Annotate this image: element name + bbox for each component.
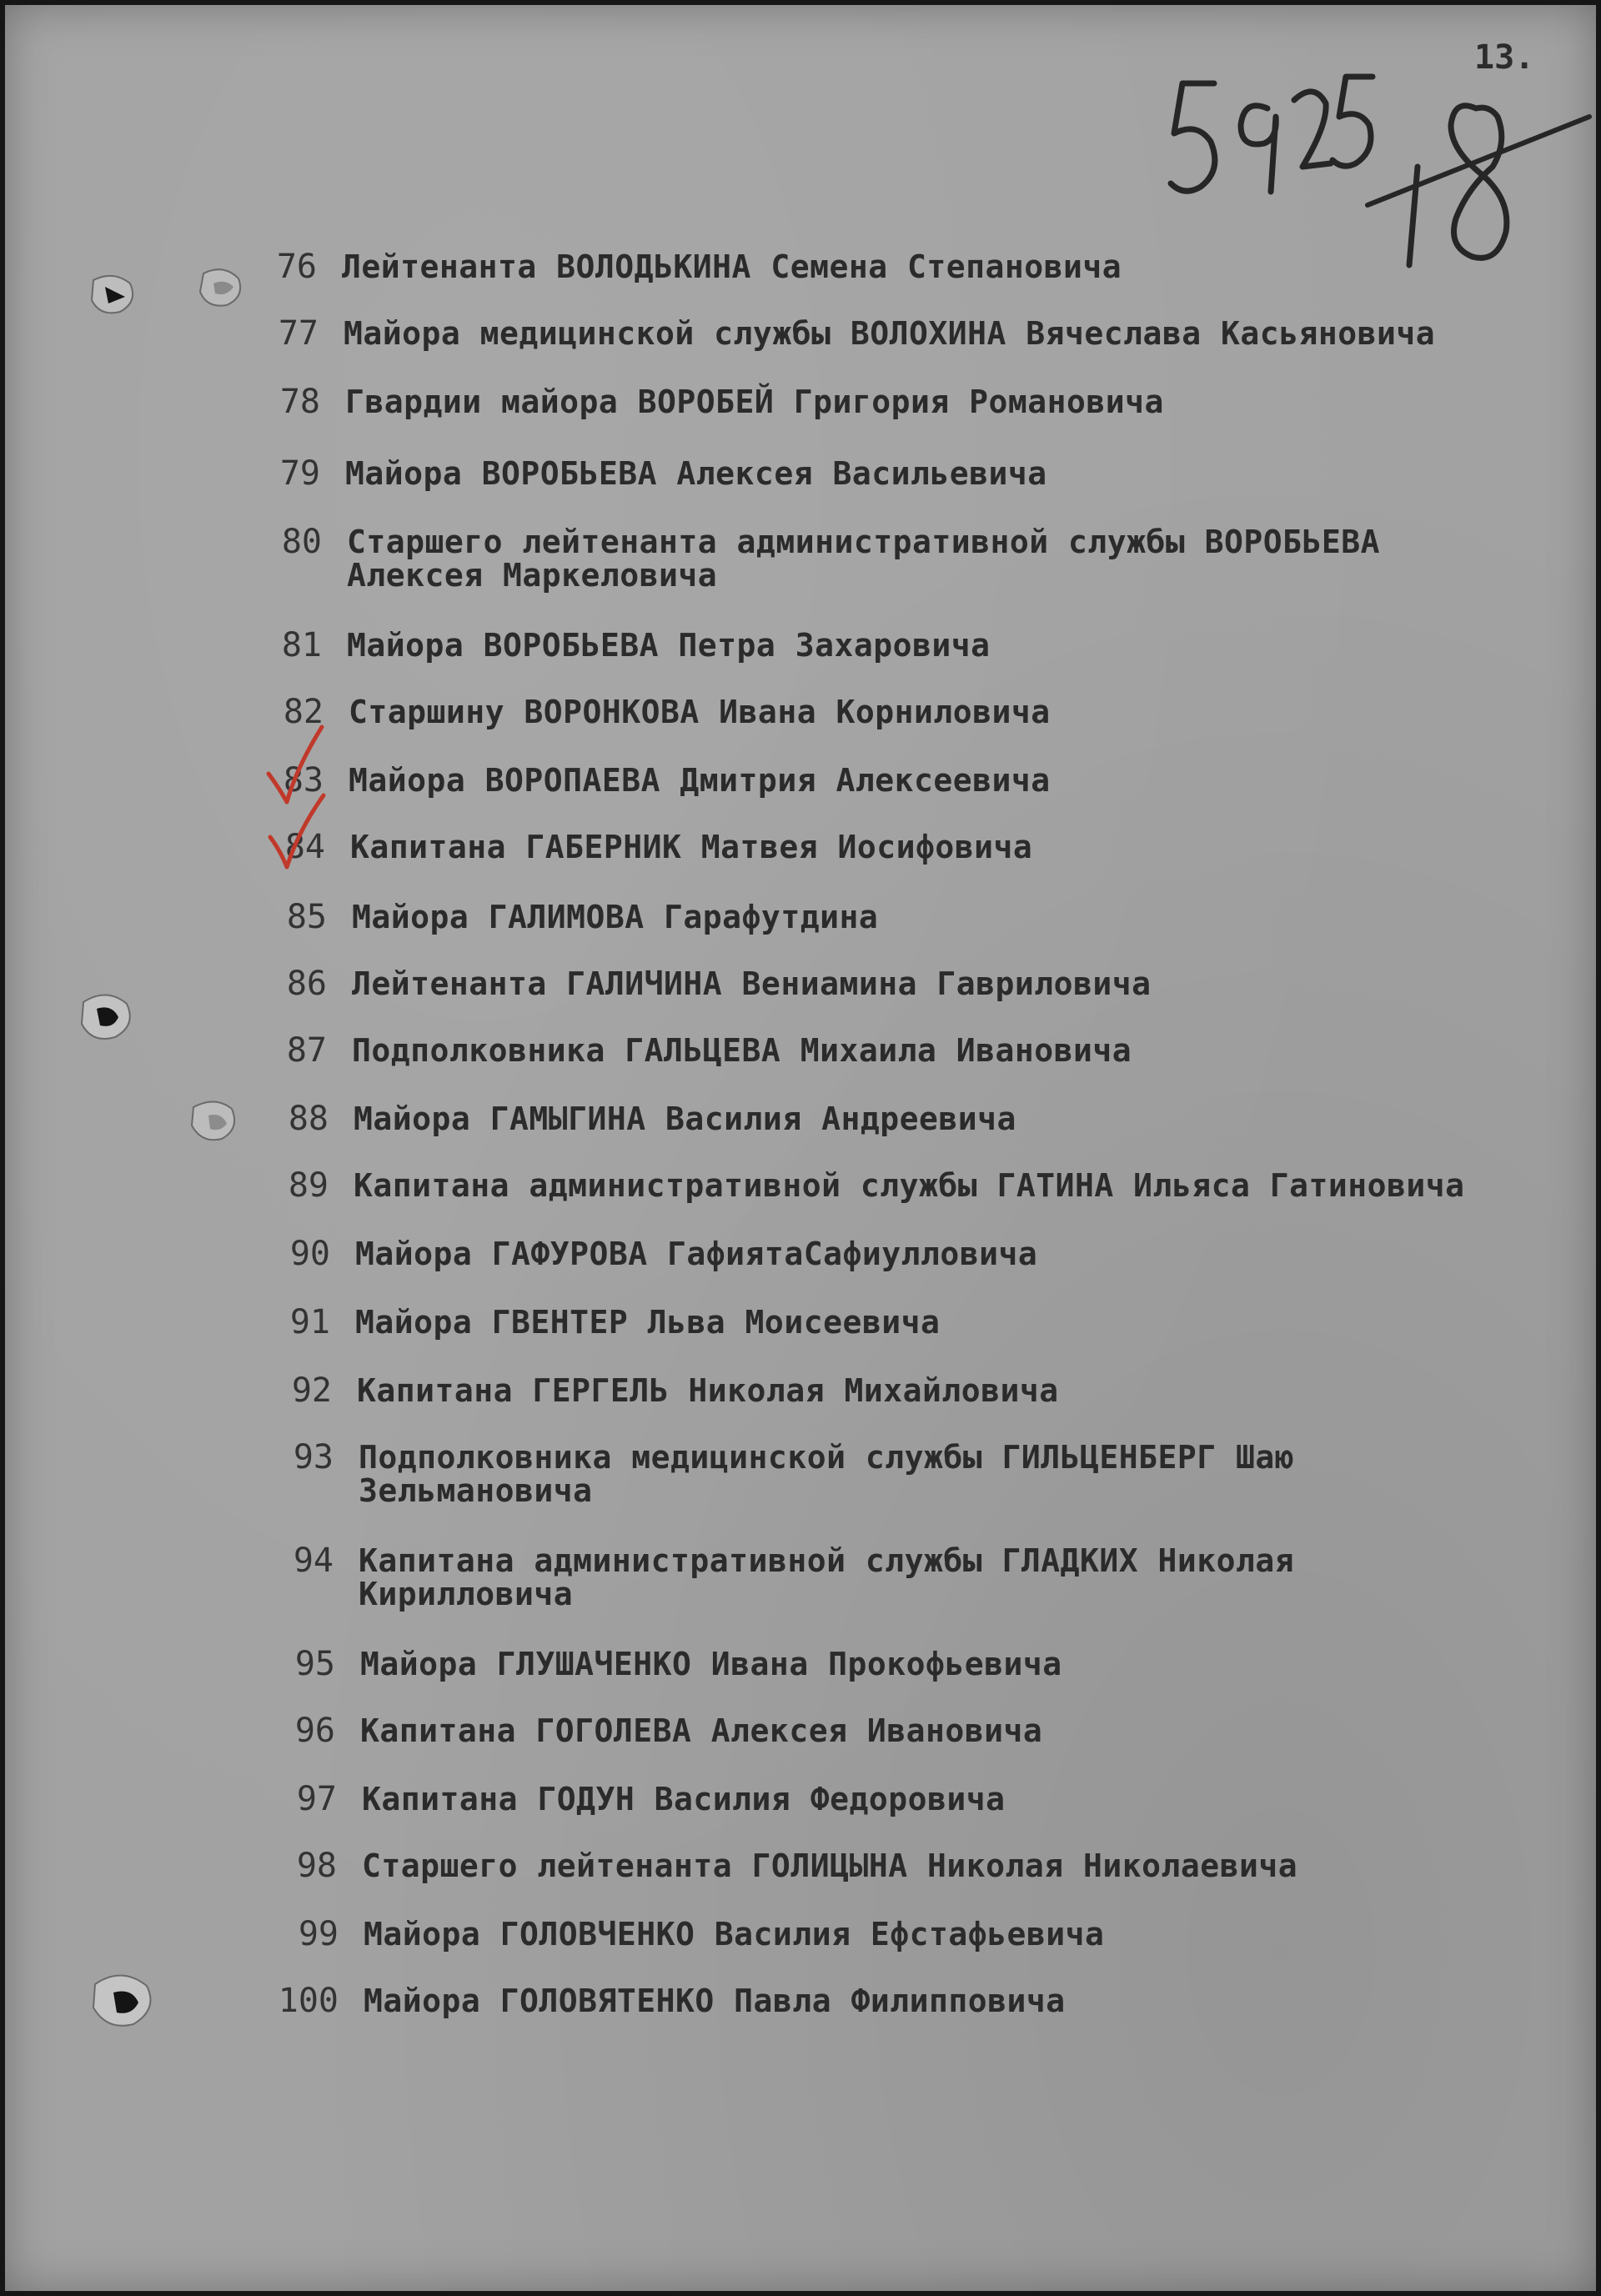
entry-line: Капитана ГОГОЛЕВА Алексея Ивановича [360, 1712, 1043, 1749]
entry-number: 85 [286, 898, 327, 936]
entry-text [349, 764, 1051, 797]
list-item [250, 248, 1122, 286]
entry-number: 89 [288, 1166, 329, 1205]
entry-number: 90 [289, 1235, 330, 1273]
entry-text [344, 317, 1435, 350]
entry-line: Майора медицинской службы ВОЛОХИНА Вячеслава Касьяновича [344, 315, 1436, 352]
list-item [262, 1100, 1016, 1138]
entry-text [352, 1034, 1132, 1067]
entry-text [362, 1782, 1005, 1816]
list-item [272, 1915, 1105, 1953]
list-item [260, 1031, 1132, 1070]
entry-number: 100 [278, 1982, 339, 2020]
list-item [257, 761, 1051, 800]
entry-line: Капитана административной службы ГАТИНА Ильяса Гатиновича [354, 1167, 1465, 1204]
entry-text [354, 1102, 1016, 1135]
entry-line: Капитана ГАБЕРНИК Матвея Иосифовича [350, 829, 1033, 865]
entry-number: 77 [278, 314, 319, 353]
entry-line: Лейтенанта ГАЛИЧИНА Вениамина Гавриловича [352, 965, 1152, 1002]
entry-text [354, 1169, 1465, 1202]
entry-line: Майора ВОРОБЬЕВА Петра Захаровича [347, 627, 991, 664]
entry-number: 78 [279, 383, 320, 421]
entry-line: Майора ГОЛОВЯТЕНКО Павла Филипповича [364, 1983, 1066, 2019]
entry-line: Алексея Маркеловича [347, 557, 718, 594]
list-item [272, 1984, 1066, 2018]
list-item [260, 965, 1152, 1003]
entry-line: Капитана ГЕРГЕЛЬ Николая Михайловича [357, 1372, 1059, 1409]
entry-line: Старшего лейтенанта ГОЛИЦЫНА Николая Николаевича [362, 1847, 1298, 1884]
entry-number: 97 [296, 1780, 337, 1818]
list-item [265, 1371, 1059, 1410]
list-item [270, 1847, 1298, 1885]
entry-number: 95 [294, 1645, 335, 1683]
entry-line: Кирилловича [359, 1576, 574, 1612]
list-item [257, 695, 1051, 729]
entry-number: 82 [283, 693, 324, 731]
entry-number: 98 [296, 1847, 337, 1885]
entry-line: Гвардии майора ВОРОБЕЙ Григория Романовича [345, 384, 1164, 420]
entry-number: 76 [276, 248, 317, 286]
list-item [267, 1544, 1294, 1611]
entry-text [355, 1306, 940, 1339]
entry-text [352, 900, 878, 934]
entry-text [345, 457, 1047, 490]
entry-number: 88 [288, 1100, 329, 1138]
entry-number: 83 [283, 761, 324, 800]
entry-text [349, 695, 1051, 729]
list-item [270, 1782, 1005, 1816]
entry-number: 92 [291, 1371, 332, 1410]
entry-line: Капитана административной службы ГЛАДКИХ Николая [359, 1542, 1295, 1579]
entry-number: 86 [286, 965, 327, 1003]
entry-text [345, 385, 1164, 419]
entry-number: 94 [293, 1542, 334, 1580]
page-number: 13. [1474, 38, 1535, 77]
entry-number: 87 [286, 1031, 327, 1070]
list-item [263, 1237, 1037, 1271]
entry-number: 93 [293, 1438, 334, 1476]
entry-text [359, 1544, 1294, 1611]
list-item [258, 830, 1032, 864]
entry-line: Майора ГАФУРОВА ГафиятаСафиулловича [355, 1236, 1038, 1272]
entry-line: Лейтенанта ВОЛОДЬКИНА Семена Степановича [342, 248, 1122, 285]
entry-line: Зельмановича [359, 1472, 593, 1509]
entry-line: Майора ГОЛОВЧЕНКО Василия Ефстафьевича [364, 1916, 1105, 1953]
entry-text [342, 250, 1122, 283]
list-item [269, 1647, 1062, 1681]
entry-text [355, 1237, 1037, 1271]
entry-text [364, 1918, 1104, 1951]
list-item [267, 1438, 1295, 1509]
entry-line: Майора ГВЕНТЕР Льва Моисеевича [355, 1304, 941, 1341]
entry-number: 99 [298, 1915, 339, 1953]
entry-line: Старшину ВОРОНКОВА Ивана Корниловича [349, 694, 1051, 730]
entry-text [360, 1647, 1062, 1681]
entry-text [352, 967, 1152, 1000]
entry-text [350, 830, 1032, 864]
entry-line: Подполковника ГАЛЬЦЕВА Михаила Ивановича [352, 1032, 1132, 1069]
entry-number: 84 [284, 828, 325, 866]
list-item [262, 1166, 1465, 1205]
list-item [253, 454, 1047, 493]
entry-text [362, 1849, 1297, 1882]
entry-line: Майора ГАЛИМОВА Гарафутдина [352, 899, 879, 935]
entry-number: 81 [281, 626, 322, 664]
entry-line: Подполковника медицинской службы ГИЛЬЦЕНБЕРГ Шаю [359, 1439, 1295, 1476]
list-item [255, 525, 1380, 592]
list-item [263, 1303, 941, 1341]
entry-text [347, 525, 1380, 592]
entry-line: Майора ВОРОБЬЕВА Алексея Васильевича [345, 455, 1047, 492]
entry-text [360, 1714, 1042, 1747]
list-item [269, 1712, 1043, 1750]
entry-number: 80 [281, 523, 322, 561]
entry-text [359, 1441, 1294, 1507]
entry-line: Капитана ГОДУН Василия Федоровича [362, 1781, 1006, 1817]
entry-number: 91 [289, 1303, 330, 1341]
list-item [260, 900, 878, 934]
entry-text [364, 1984, 1066, 2018]
entry-line: Старшего лейтенанта административной службы ВОРОБЬЕВА [347, 524, 1381, 560]
list-item [252, 314, 1436, 353]
list-item [253, 385, 1164, 419]
entry-number: 96 [294, 1712, 335, 1750]
entry-line: Майора ВОРОПАЕВА Дмитрия Алексеевича [349, 762, 1051, 799]
entry-text [357, 1374, 1059, 1407]
entry-line: Майора ГЛУШАЧЕНКО Ивана Прокофьевича [360, 1646, 1062, 1682]
entry-line: Майора ГАМЫГИНА Василия Андреевича [354, 1100, 1016, 1137]
entry-text [347, 629, 990, 662]
list-item [255, 626, 991, 664]
entry-number: 79 [279, 454, 320, 493]
